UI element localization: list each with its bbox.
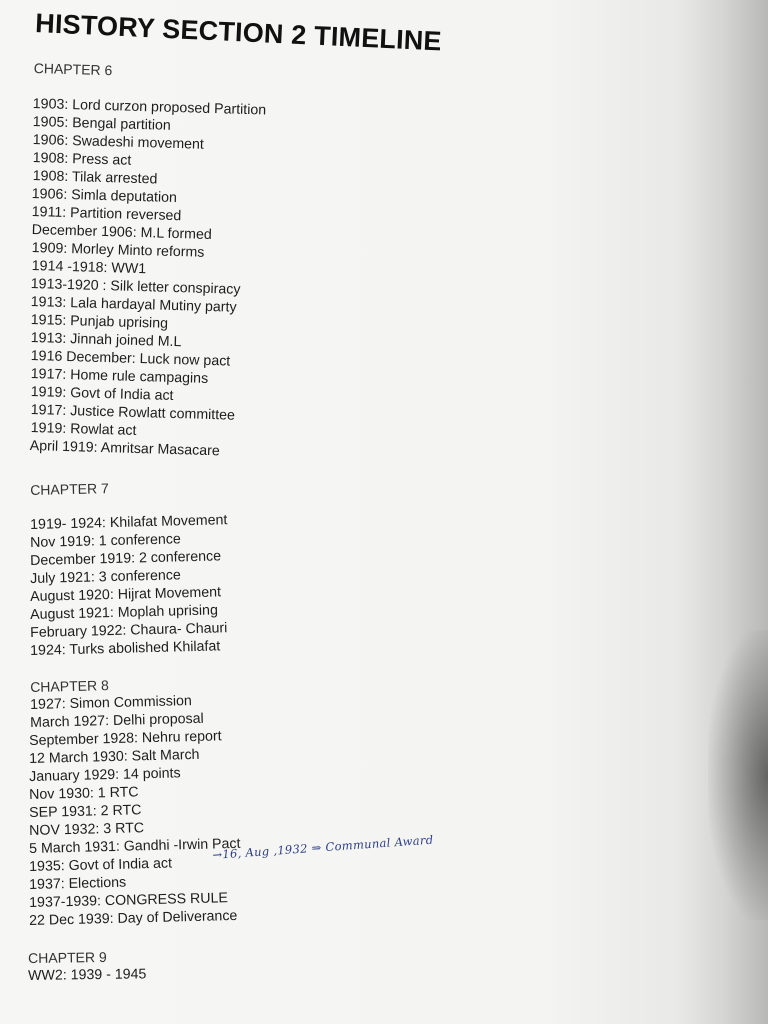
timeline-entry: 1927: Simon Commission xyxy=(30,693,192,713)
timeline-entry: 12 March 1930: Salt March xyxy=(29,746,200,767)
document-title: HISTORY SECTION 2 TIMELINE xyxy=(34,8,443,57)
timeline-entry: Nov 1919: 1 conference xyxy=(30,531,182,551)
timeline-entry: 1924: Turks abolished Khilafat xyxy=(30,638,221,659)
timeline-entry: December 1906: M.L formed xyxy=(31,222,212,244)
timeline-entry: February 1922: Chaura- Chauri xyxy=(30,620,228,641)
timeline-entry: 1914 -1918: WW1 xyxy=(31,258,147,278)
timeline-entry: 1916 December: Luck now pact xyxy=(30,348,231,370)
timeline-entry: 1903: Lord curzon proposed Partition xyxy=(32,96,267,119)
timeline-entry: April 1919: Amritsar Masacare xyxy=(29,438,220,460)
timeline-entry: 1935: Govt of India act xyxy=(29,855,173,875)
timeline-entry: Nov 1930: 1 RTC xyxy=(29,784,139,803)
timeline-entry: 1905: Bengal partition xyxy=(32,114,171,134)
timeline-entry: 1917: Justice Rowlatt committee xyxy=(30,402,236,424)
timeline-entry: 1913: Lala hardayal Mutiny party xyxy=(30,294,237,316)
timeline-entry: 1917: Home rule campagins xyxy=(30,366,209,387)
timeline-entry: August 1920: Hijrat Movement xyxy=(30,584,222,605)
timeline-entry: July 1921: 3 conference xyxy=(30,567,182,587)
timeline-entry: 1909: Morley Minto reforms xyxy=(31,240,205,261)
timeline-entry: 1908: Tilak arrested xyxy=(32,168,158,188)
timeline-entry: 1919: Rowlat act xyxy=(30,420,137,439)
chapter-heading: CHAPTER 9 xyxy=(28,948,107,966)
timeline-entry: NOV 1932: 3 RTC xyxy=(29,820,145,839)
timeline-entry: 1906: Swadeshi movement xyxy=(32,132,205,153)
timeline-entry: 1906: Simla deputation xyxy=(31,186,178,207)
timeline-entry: March 1927: Delhi proposal xyxy=(30,710,204,731)
timeline-entry: 5 March 1931: Gandhi -Irwin Pact xyxy=(29,835,241,857)
timeline-entry: September 1928: Nehru report xyxy=(29,728,222,749)
chapter-heading: CHAPTER 8 xyxy=(30,677,109,695)
timeline-entry: August 1921: Moplah uprising xyxy=(30,602,219,623)
timeline-entry: 22 Dec 1939: Day of Deliverance xyxy=(29,907,238,929)
chapter-heading: CHAPTER 7 xyxy=(30,480,109,498)
timeline-entry: 1911: Partition reversed xyxy=(31,204,182,225)
timeline-entry: 1937-1939: CONGRESS RULE xyxy=(29,890,229,911)
timeline-entry: 1908: Press act xyxy=(32,150,132,169)
timeline-entry: 1913: Jinnah joined M.L xyxy=(30,330,182,351)
timeline-entry: 1919- 1924: Khilafat Movement xyxy=(30,512,228,533)
timeline-entry: 1937: Elections xyxy=(29,874,127,893)
timeline-entry: 1915: Punjab uprising xyxy=(30,312,169,332)
timeline-entry: January 1929: 14 points xyxy=(29,765,181,785)
timeline-entry: SEP 1931: 2 RTC xyxy=(29,802,142,821)
timeline-entry: 1913-1920 : Silk letter conspiracy xyxy=(30,276,241,298)
timeline-entry: WW2: 1939 - 1945 xyxy=(28,966,147,984)
chapter-heading: CHAPTER 6 xyxy=(33,60,113,79)
handwritten-annotation: →16, Aug ,1932 ⇒ Communal Award xyxy=(212,832,434,862)
timeline-entry: 1919: Govt of India act xyxy=(30,384,174,404)
timeline-entry: December 1919: 2 conference xyxy=(30,548,222,569)
